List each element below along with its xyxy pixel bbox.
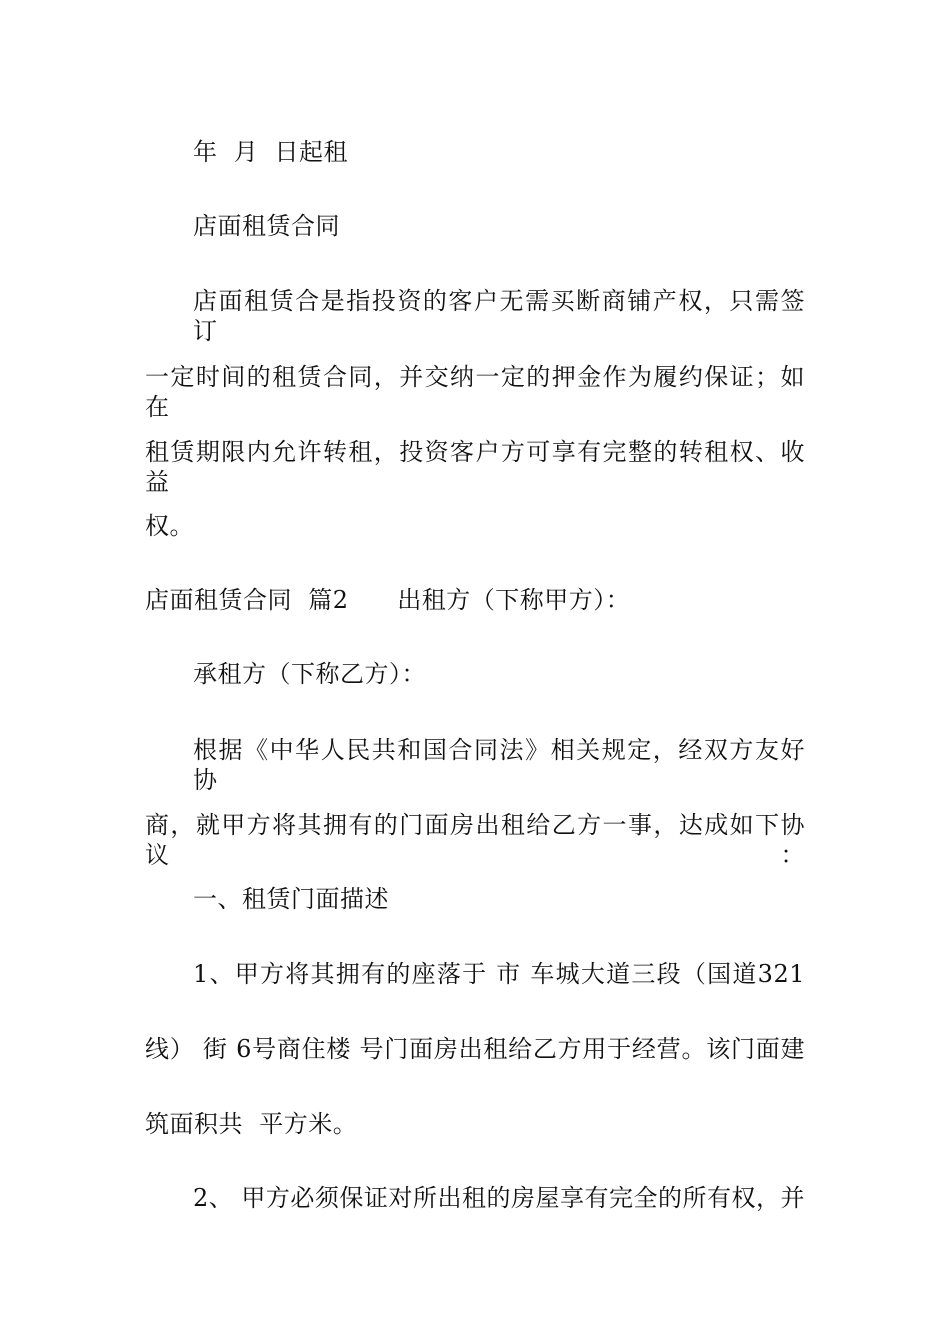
intro-paragraph-line-1: 店面租赁合是指投资的客户无需买断商铺产权，只需签订 (193, 287, 805, 345)
clause-2-line-1: 2、 甲方必须保证对所出租的房屋享有完全的所有权，并 (193, 1184, 805, 1212)
basis-paragraph-line-2: 商，就甲方将其拥有的门面房出租给乙方一事，达成如下协议： (145, 811, 805, 869)
intro-paragraph-line-2: 一定时间的租赁合同，并交纳一定的押金作为履约保证；如在 (145, 363, 805, 421)
rent-start-date-line: 年 月 日起租 (193, 138, 349, 166)
lessee-line: 承租方（下称乙方）： (193, 660, 426, 688)
clause-1-line-3: 筑面积共 平方米。 (145, 1110, 358, 1138)
section-heading-lessor: 店面租赁合同 篇2 出租方（下称甲方）： (145, 586, 631, 614)
clause-1-line-2: 线） 街 6号商住楼 号门面房出租给乙方用于经营。该门面建 (145, 1035, 805, 1063)
clause-heading-1: 一、租赁门面描述 (193, 885, 389, 913)
clause-1-line-1: 1、甲方将其拥有的座落于 市 车城大道三段（国道321 (193, 960, 805, 988)
intro-paragraph-line-3: 租赁期限内允许转租，投资客户方可享有完整的转租权、收益 (145, 438, 805, 496)
intro-paragraph-line-4: 权。 (145, 512, 194, 540)
document-heading: 店面租赁合同 (193, 212, 340, 240)
basis-paragraph-line-1: 根据《中华人民共和国合同法》相关规定，经双方友好协 (193, 736, 805, 794)
